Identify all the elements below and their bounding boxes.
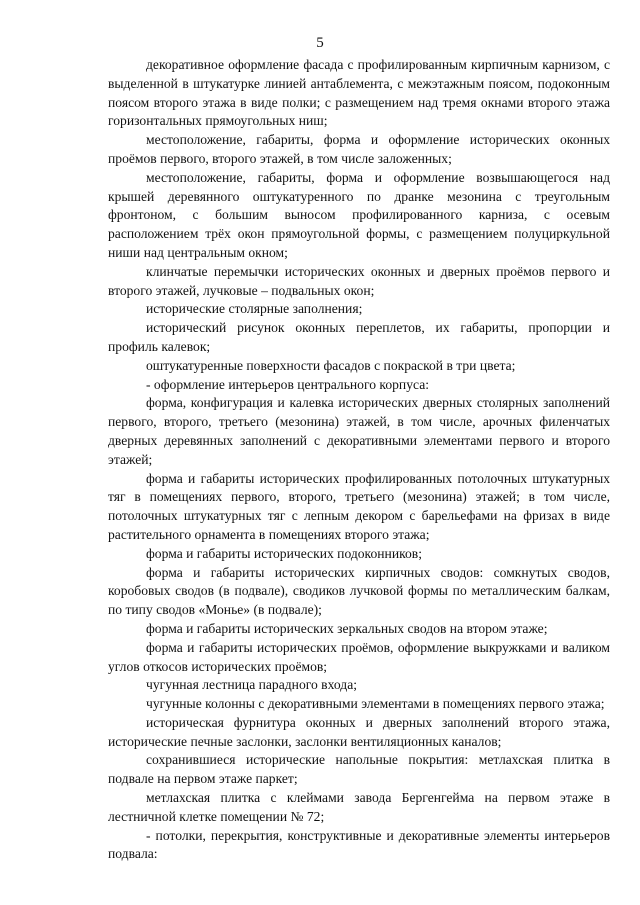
paragraph-window-sills: форма и габариты исторических подоконников;: [146, 545, 423, 561]
paragraph-mirror-vaults: форма и габариты исторических зеркальных сводов на втором этаже;: [146, 620, 548, 636]
paragraph-window-frames: исторический рисунок оконных переплетов, их габариты, пропорции и профиль калевок;: [108, 320, 610, 354]
paragraph-floor-coverings: сохранившиеся исторические напольные покрытия: метлахская плитка в подвале на первом этаже паркет;: [108, 752, 610, 787]
paragraph-mezzanine: местоположение, габариты, форма и оформление возвышающегося над крышей деревянного оштукатуренного по дранке мезонина с треугольным фронтоном, с большим выносом профилированного карниза, с осевым расположением трёх окон прямоугольной формы, с размещением полуциркульной ниши над центральным окном;: [108, 169, 610, 260]
paragraph-bergengeim-tile: метлахская плитка с клеймами завода Бергенгейма на первом этаже в лестничной клетке помещении № 72;: [108, 790, 610, 824]
paragraph-brick-vaults: форма и габариты исторических кирпичных сводов: сомкнутых сводов, коробовых сводов (в подвале), сводиков лучковой формы по металлическим балкам, по типу сводов «Монье» (в подвале);: [108, 564, 610, 618]
paragraph-facade-decoration: декоративное оформление фасада с профилированным кирпичным карнизом, с выделенной в штукатурке линией антаблемента, с межэтажным поясом, подоконным поясом второго этажа в виде полки; с размещением над тремя окнами второго этажа горизонтальных прямоугольных ниш;: [108, 57, 610, 129]
paragraph-fittings: историческая фурнитура оконных и дверных заполнений второго этажа, исторические печные заслонки, заслонки вентиляционных каналов;: [108, 714, 610, 749]
paragraph-door-fillings: форма, конфигурация и калевка исторических дверных столярных заполнений первого, второго, третьего (мезонина) этажей, в том числе, арочных филенчатых дверных деревянных заполнений с декоративными элементами первого и второго этажей;: [108, 395, 610, 467]
paragraph-basement-heading: - потолки, перекрытия, конструктивные и декоративные элементы интерьеров подвала:: [108, 827, 610, 862]
paragraph-openings-shape: форма и габариты исторических проёмов, оформление выкружками и валиком углов откосов исторических проёмов;: [108, 639, 610, 674]
paragraph-cast-iron-stair: чугунная лестница парадного входа;: [146, 677, 358, 693]
document-body: [108, 56, 610, 864]
paragraph-cast-iron-columns: чугунные колонны с декоративными элементами в помещениях первого этажа;: [146, 696, 605, 712]
paragraph-lintels: клинчатые перемычки исторических оконных и дверных проёмов первого и второго этажей, лучковые – подвальных окон;: [108, 263, 610, 298]
paragraph-ceiling-cornices: форма и габариты исторических профилированных потолочных штукатурных тяг в помещениях первого, второго, третьего (мезонина) этажей; в том числе, потолочных штукатурных тяг с лепным декором с барельефами на фризах в виде растительного орнамента в помещениях второго этажа;: [108, 470, 610, 542]
paragraph-window-openings: местоположение, габариты, форма и оформление исторических оконных проёмов первого, второго этажей, в том числе заложенных;: [108, 132, 610, 166]
page-number: 5: [316, 35, 324, 51]
paragraph-plastered-surfaces: оштукатуренные поверхности фасадов с покраской в три цвета;: [146, 357, 516, 373]
paragraph-joinery: исторические столярные заполнения;: [146, 301, 363, 317]
paragraph-interiors-heading: - оформление интерьеров центрального корпуса:: [146, 376, 429, 392]
